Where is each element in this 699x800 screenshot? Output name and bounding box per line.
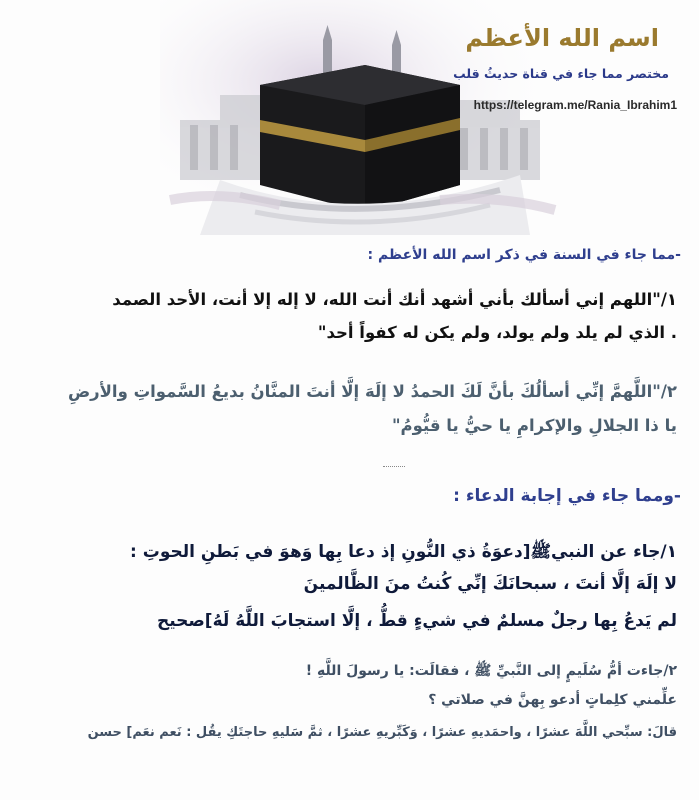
section2-hadith2-line3: قالَ: سبِّحي اللَّهَ عشرًا ، واحمَديهِ عشرًا ، وَكَبِّريهِ عشرًا ، ثمَّ سَليهِ حاجتَكِ يقُل : نَعم نعَم] حسن [87, 725, 677, 740]
hadith1-line2: . الذي لم يلد ولم يولد، ولم يكن له كفواً أحد" [317, 323, 677, 342]
section2-hadith2-line1: ٢/جاءت أمُّ سُلَيمٍ إلى النَّبيِّ ﷺ ، فقالَت: يا رسولَ اللَّهِ ! [305, 663, 677, 679]
telegram-link[interactable]: https://telegram.me/Rania_Ibrahim1 [473, 98, 677, 112]
hadith2-line2: يا ذا الجلالِ والإكرامِ يا حيُّ يا قيُّومُ" [391, 416, 677, 435]
divider [383, 466, 405, 467]
section2-hadith1-line1: ١/جاء عن النبيﷺ[دعوَةُ ذي النُّونِ إذ دعا بِها وَهوَ في بَطنِ الحوتِ : [130, 542, 677, 562]
section2-hadith1-line2: لا إلَهَ إلَّا أنتَ ، سبحانَكَ إنِّي كُنتُ منَ الظَّالمينَ [303, 574, 677, 594]
hadith2-line1: ٢/"اللَّهمَّ إنِّي أسألُكَ بأنَّ لَكَ الحمدُ لا إلَهَ إلَّا أنتَ المنَّانُ بديعُ السَّمواتِ والأرضِ [67, 382, 677, 401]
section2-heading: -ومما جاء في إجابة الدعاء : [453, 486, 681, 506]
section2-hadith1-line3: لم يَدعُ بِها رجلٌ مسلمٌ في شيءٍ قطُّ ، إلَّا استجابَ اللَّهُ لَهُ]صحيح [156, 611, 677, 631]
page-title: اسم الله الأعظم [465, 24, 659, 52]
hadith1-line1: ١/"اللهم إني أسألك بأني أشهد أنك أنت الله، لا إله إلا أنت، الأحد الصمد [112, 290, 677, 309]
page-subtitle: مختصر مما جاء في قناة حديثُ قلب [453, 66, 669, 81]
section1-heading: -مما جاء في السنة في ذكر اسم الله الأعظم : [367, 247, 681, 263]
section2-hadith2-line2: علِّمني كلِماتٍ أدعو بِهنَّ في صلاتي ؟ [428, 692, 677, 708]
